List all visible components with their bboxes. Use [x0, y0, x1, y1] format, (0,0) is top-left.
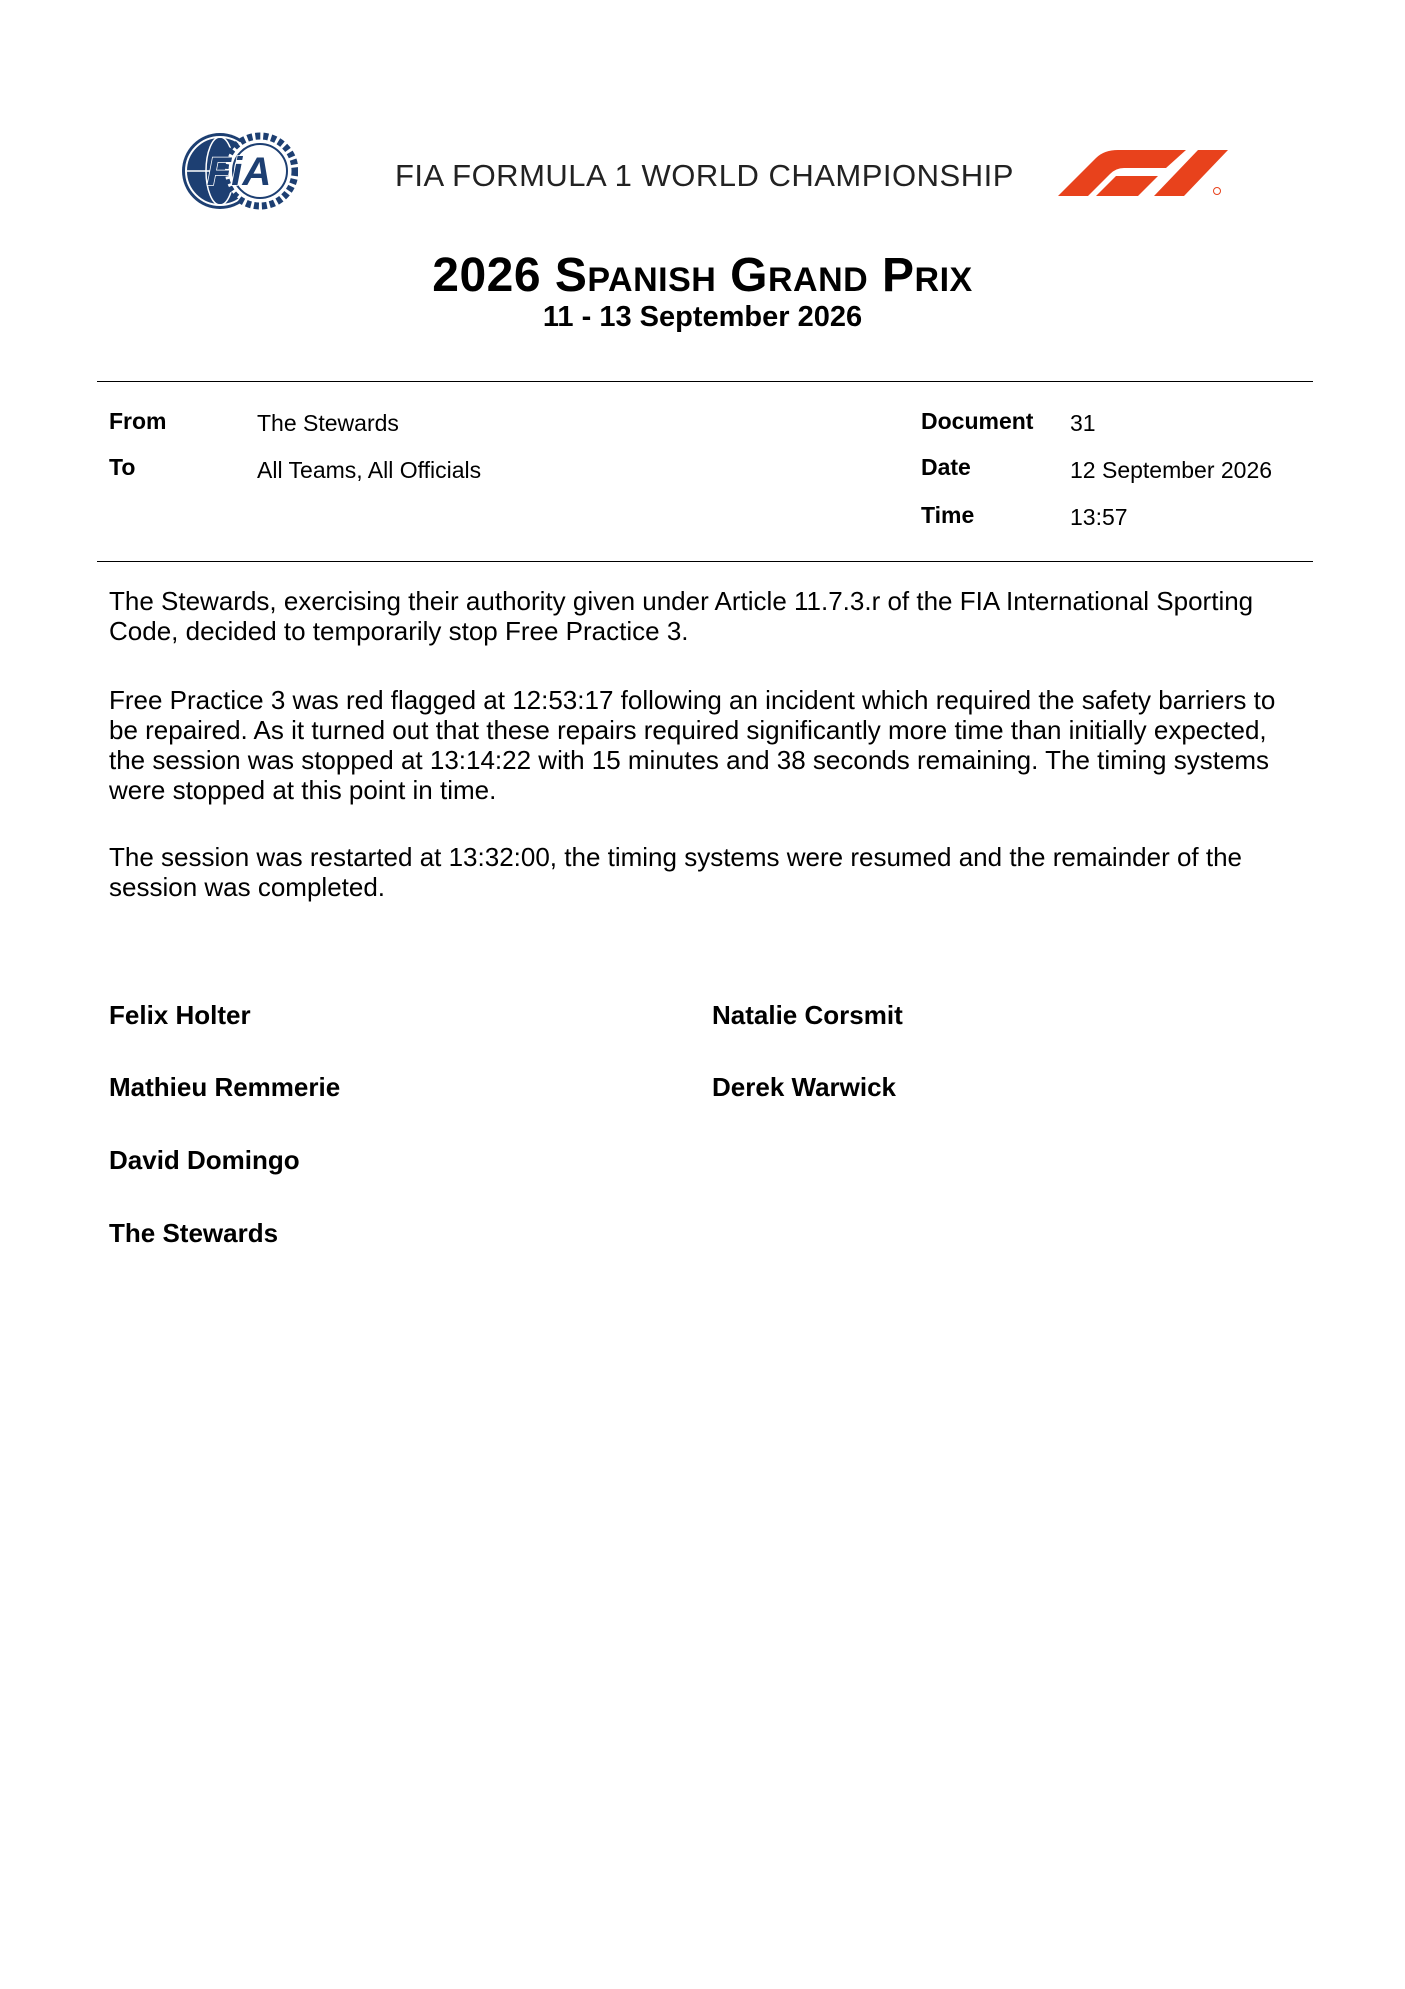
event-dates: 11 - 13 September 2026: [542, 301, 863, 333]
meta-divider: [97, 561, 1313, 562]
body-paragraph: The Stewards, exercising their authority given under Article 11.7.3.r of the FIA International Sporting Code, decided to temporarily stop Free Practice 3.: [109, 586, 1254, 646]
championship-title: FIA FORMULA 1 WORLD CHAMPIONSHIP: [395, 158, 1014, 193]
from-value: The Stewards: [257, 410, 399, 436]
svg-text:FiA: FiA: [206, 150, 272, 194]
signatory-name: David Domingo: [109, 1145, 300, 1175]
signatory-title: The Stewards: [109, 1218, 279, 1248]
signatory-name: Derek Warwick: [712, 1072, 897, 1102]
signatory-name: Mathieu Remmerie: [109, 1072, 341, 1102]
event-title: 2026 Spanish Grand Prix: [432, 249, 973, 302]
body-paragraph: Free Practice 3 was red flagged at 12:53:17 following an incident which required the safety barriers to be repaired. As it turned out that these repairs required significantly more time than initially expected, the session was stopped at 13:14:22 with 15 minutes and 38 seconds remaining. The timing systems were stopped at this point in time.: [109, 685, 1276, 805]
time-value: 13:57: [1070, 504, 1128, 530]
to-value: All Teams, All Officials: [257, 457, 482, 483]
header-divider: [97, 381, 1313, 382]
document-label: Document: [921, 408, 1034, 434]
date-label: Date: [921, 454, 971, 480]
date-value: 12 September 2026: [1070, 457, 1273, 483]
from-label: From: [109, 408, 167, 434]
body-paragraph: The session was restarted at 13:32:00, the timing systems were resumed and the remainder of the session was completed.: [109, 842, 1243, 902]
signatory-name: Natalie Corsmit: [712, 1000, 903, 1030]
to-label: To: [109, 454, 136, 480]
fia-logo-icon: [180, 131, 298, 211]
signatory-name: Felix Holter: [109, 1000, 251, 1030]
time-label: Time: [921, 502, 975, 528]
document-value: 31: [1070, 410, 1096, 436]
f1-logo-icon: [1058, 150, 1228, 196]
